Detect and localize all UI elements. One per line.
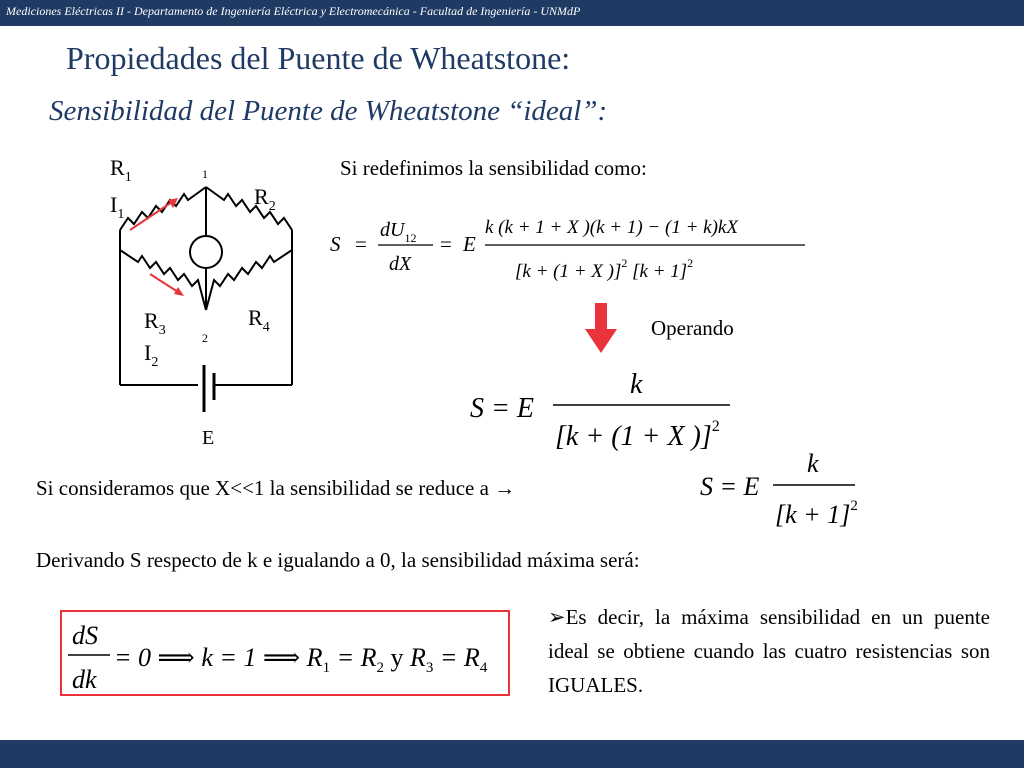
label-r3: $R_3$ [144,308,166,338]
label-node-1: 1 [202,167,208,181]
conclusion-text: Es decir, la máxima sensibilidad en un puente ideal se obtiene cuando las cuatro resistencias son IGUALES. [548,605,990,697]
label-i1: $I_1$ [110,192,125,222]
svg-text:= 0 ⟹ k = 1 ⟹ R1 = R2 y R3 = R: = 0 ⟹ k = 1 ⟹ $R_1 = R_2$ y $R_3 = R_4$ [114,643,488,676]
equation-sensitivity-simplified [695,445,870,535]
red-down-arrow [583,303,619,355]
eq1-denominator: [k + (1 + X )]$^2$ $[k + 1]^2$ [515,256,694,282]
current-arrow-i1 [130,202,172,230]
svg-text:S: S [330,232,341,256]
resistor-r3 [120,250,206,310]
right-arrow-icon: → [494,476,516,500]
label-i2: $I_2$ [144,340,159,370]
svg-text:dS: dS [72,621,98,650]
svg-text:E: E [463,232,476,256]
svg-text:dX: dX [389,253,412,275]
operando-text: Operando [651,316,734,340]
svg-text:S = E: S = E [700,472,760,501]
slide-subtitle: Sensibilidad del Puente de Wheatstone “ideal”: [49,95,608,127]
consider-text [36,476,515,501]
slide-title: Propiedades del Puente de Wheatstone: [66,40,571,76]
label-node-2: 2 [202,331,208,345]
eq1-numerator: k (k + 1 + X )(k + 1) − (1 + k)kX [485,217,738,238]
svg-text:[k + (1 + X )]2: [k + (1 + X )]$^2$ [555,418,720,452]
header-text: Mediciones Eléctricas II - Departamento de Ingeniería Eléctrica y Electromecánica - Facultad de Ingeniería - UNMdP [6,4,581,18]
svg-text:[k + 1]2: $[k + 1]^2$ [775,498,858,529]
galvanometer [190,236,222,268]
svg-text:S = E: S = E [470,393,534,424]
label-r4: $R_4$ [248,305,270,335]
wheatstone-circuit [100,150,320,455]
equation-max-sensitivity [62,612,508,694]
derive-text: Derivando S respecto de k e igualando a 0, la sensibilidad máxima será: [36,548,640,572]
svg-text:dk: dk [72,665,97,694]
header-bar [0,0,1024,26]
svg-text:k: k [807,449,819,478]
bullet-arrow-icon: ➢ [548,605,566,629]
svg-text:k: k [630,369,643,400]
eq1-frac-num: $dU_{12}$ [380,219,417,245]
redefine-text: Si redefinimos la sensibilidad como: [340,156,647,180]
label-source-e: E [202,427,215,449]
svg-text:=: = [355,232,367,256]
svg-text:=: = [440,232,452,256]
resistor-r2 [206,187,292,230]
equation-sensitivity-definition [325,205,820,290]
label-r1: $R_1$ [110,155,132,185]
resistor-r4 [206,250,292,310]
equation-sensitivity-result [465,365,745,455]
consider-label: Si consideramos que X<<1 la sensibilidad se reduce a [36,476,495,500]
current-arrow-i2 [150,274,178,292]
conclusion-paragraph [548,600,990,702]
label-r2: $R_2$ [254,184,276,214]
footer-bar [0,740,1024,768]
